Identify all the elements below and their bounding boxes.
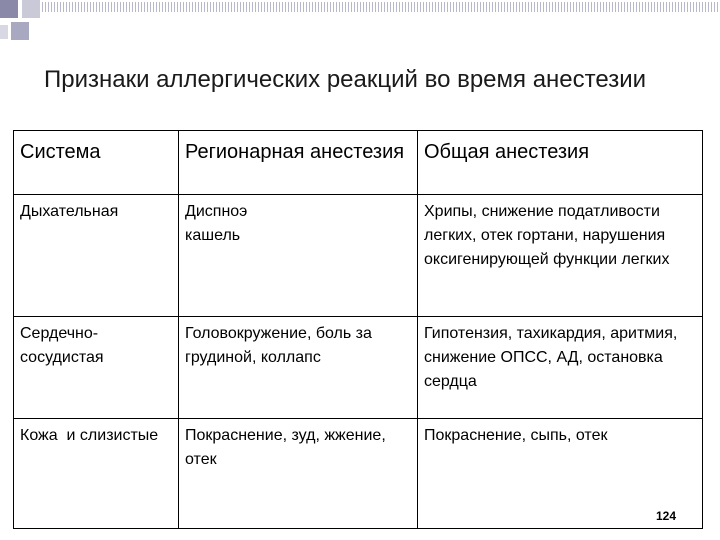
decor-square-light [22, 0, 40, 18]
decor-top-stripe [42, 2, 720, 12]
decor-square-mid [11, 22, 29, 40]
cell-regional: Головокружение, боль за грудиной, коллапс [179, 317, 418, 419]
slide-title: Признаки аллергических реакций во время анестезии [44, 66, 647, 93]
table-header-row [14, 131, 703, 195]
cell-system: Сердечно-сосудистая [14, 317, 179, 419]
header-system: Система [14, 131, 179, 195]
header-regional-anesthesia: Регионарная анестезия [179, 131, 418, 195]
decor-square-small [0, 25, 8, 39]
cell-general: Хрипы, снижение податливости легких, отек гортани, нарушения оксигенирующей функции легких [418, 195, 703, 317]
cell-system: Кожа и слизистые [14, 419, 179, 529]
cell-regional: Покраснение, зуд, жжение, отек [179, 419, 418, 529]
allergy-signs-table [13, 130, 703, 529]
table-row [14, 317, 703, 419]
cell-general: Покраснение, сыпь, отек [418, 419, 703, 529]
table-row [14, 195, 703, 317]
decor-square-dark [0, 0, 18, 18]
cell-system: Дыхательная [14, 195, 179, 317]
table-row [14, 419, 703, 529]
cell-regional: Диспноэ кашель [179, 195, 418, 317]
header-general-anesthesia: Общая анестезия [418, 131, 703, 195]
page-number: 124 [655, 509, 676, 523]
cell-general: Гипотензия, тахикардия, аритмия, снижение ОПСС, АД, остановка сердца [418, 317, 703, 419]
